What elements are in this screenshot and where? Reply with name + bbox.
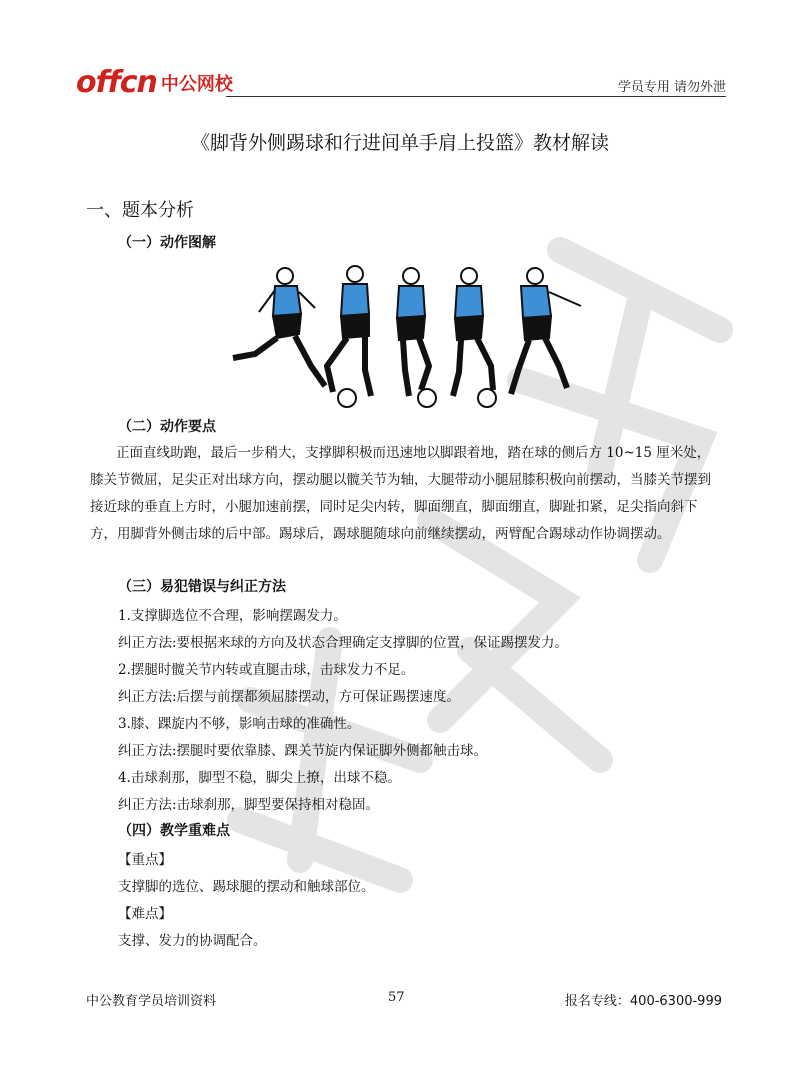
logo-text-en: offcn <box>76 65 157 100</box>
key-points-paragraph: 正面直线助跑，最后一步稍大，支撑脚积极而迅速地以脚跟着地，踏在球的侧后方 10~15 厘米处，膝关节微屈，足尖正对出球方向，摆动腿以髋关节为轴，大腿带动小腿屈膝积极向前摆动，当膝关节摆到接近球的垂直上方时，小腿加速前摆，同时足尖内转，脚面绷直，脚面绷直，脚趾扣紧，足尖指向斜下方，用脚背外侧击球的后中部。踢球后，踢球腿随球向前继续摆动，两臂配合踢球动作协调摆动。 <box>90 445 711 542</box>
difficulty-label: 【难点】 <box>118 906 172 922</box>
footer-source: 中公教育学员培训资料 <box>86 994 217 1009</box>
error-item-2: 2.摆腿时髋关节内转或直腿击球，击球发力不足。 <box>118 662 415 678</box>
error-item-1: 1.支撑脚选位不合理，影响摆踢发力。 <box>118 608 347 624</box>
kick-sequence-illustration <box>215 262 605 412</box>
player-figure-5 <box>511 268 581 394</box>
page-header <box>76 62 726 102</box>
player-figure-2 <box>327 266 371 407</box>
subheading-diagram: （一）动作图解 <box>118 235 216 251</box>
player-figure-3 <box>397 268 436 407</box>
focus-text: 支撑脚的选位、踢球腿的摆动和触球部位。 <box>118 879 375 895</box>
correction-item-2: 纠正方法:后摆与前摆都须屈膝摆动，方可保证踢摆速度。 <box>118 689 461 705</box>
subheading-focus: （四）教学重难点 <box>118 823 230 839</box>
correction-item-3: 纠正方法:摆腿时要依靠膝、踝关节旋内保证脚外侧都触击球。 <box>118 743 488 759</box>
subheading-key-points: （二）动作要点 <box>118 419 216 435</box>
error-item-3: 3.膝、踝旋内不够，影响击球的准确性。 <box>118 716 361 732</box>
header-note: 学员专用 请勿外泄 <box>617 80 726 95</box>
footer-hotline: 报名专线：400-6300-999 <box>564 994 722 1009</box>
error-item-4: 4.击球刹那，脚型不稳，脚尖上撩，出球不稳。 <box>118 770 401 786</box>
subheading-errors: （三）易犯错误与纠正方法 <box>118 579 286 595</box>
brand-logo <box>76 62 233 98</box>
difficulty-text: 支撑、发力的协调配合。 <box>118 933 267 949</box>
correction-item-4: 纠正方法:击球刹那，脚型要保持相对稳固。 <box>118 797 380 813</box>
correction-item-1: 纠正方法:要根据来球的方向及状态合理确定支撑脚的位置，保证踢摆发力。 <box>118 635 569 651</box>
player-figure-4 <box>453 268 496 407</box>
document-title: 《脚背外侧踢球和行进间单手肩上投篮》教材解读 <box>190 132 609 154</box>
header-divider <box>226 96 726 97</box>
page-number: 57 <box>388 990 405 1005</box>
logo-text-cn: 中公网校 <box>160 74 233 95</box>
player-figure-1 <box>233 268 325 386</box>
section-heading: 一、题本分析 <box>86 200 194 221</box>
focus-label: 【重点】 <box>118 852 172 868</box>
